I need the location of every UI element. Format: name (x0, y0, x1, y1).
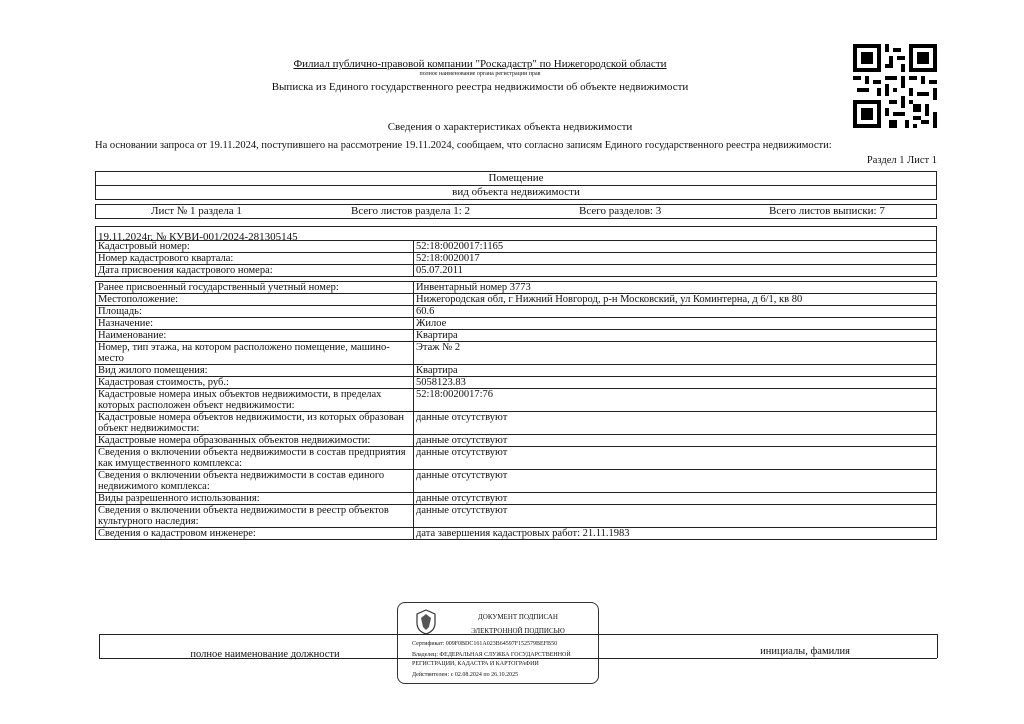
footer-vline-right (937, 634, 938, 658)
organization-name: Филиал публично-правовой компании "Роскадастр" по Нижегородской области (293, 58, 667, 70)
field-value: 05.07.2011 (414, 265, 937, 277)
footer-vline-left (99, 634, 100, 658)
field-label: Номер, тип этажа, на котором расположено помещение, машино-место (96, 342, 414, 365)
table-row (96, 493, 937, 505)
table-row (96, 505, 937, 528)
field-label: Назначение: (96, 318, 414, 330)
field-label: Кадастровый номер: (96, 241, 414, 253)
field-value: дата завершения кадастровых работ: 21.11.1983 (414, 528, 937, 540)
registration-number (95, 226, 937, 243)
object-type-caption: вид объекта недвижимости (95, 185, 937, 200)
field-value: Этаж № 2 (414, 342, 937, 365)
emblem-icon (415, 609, 437, 635)
field-label: Номер кадастрового квартала: (96, 253, 414, 265)
total-sections: Всего разделов: 3 (579, 205, 662, 217)
table-row (96, 412, 937, 435)
stamp-subtitle: ЭЛЕКТРОННОЙ ПОДПИСЬЮ (471, 627, 565, 635)
table-row (96, 306, 937, 318)
field-value: данные отсутствуют (414, 412, 937, 435)
request-intro: На основании запроса от 19.11.2024, поступившего на рассмотрение 19.11.2024, сообщаем, что согласно записям Единого государственного реестра недвижимости: (95, 140, 832, 151)
table-row (96, 447, 937, 470)
table-row (96, 389, 937, 412)
digital-signature-stamp (397, 602, 599, 684)
document-subtitle: Сведения о характеристиках объекта недвижимости (387, 121, 633, 133)
field-label: Дата присвоения кадастрового номера: (96, 265, 414, 277)
field-value: Квартира (414, 365, 937, 377)
table-row (96, 435, 937, 447)
field-label: Виды разрешенного использования: (96, 493, 414, 505)
stamp-owner: Владелец: ФЕДЕРАЛЬНАЯ СЛУЖБА ГОСУДАРСТВЕННОЙ РЕГИСТРАЦИИ, КАДАСТРА И КАРТОГРАФИИ (412, 652, 571, 667)
field-label: Сведения о включении объекта недвижимости в состав предприятия как имущественного комплекса: (96, 447, 414, 470)
field-label: Сведения о кадастровом инженере: (96, 528, 414, 540)
object-type: Помещение (95, 171, 937, 186)
field-value: Нижегородская обл, г Нижний Новгород, р-н Московский, ул Коминтерна, д 6/1, кв 80 (414, 294, 937, 306)
field-label: Сведения о включении объекта недвижимости в состав единого недвижимого комплекса: (96, 470, 414, 493)
table-row (96, 265, 937, 277)
table-row (96, 253, 937, 265)
field-value: данные отсутствуют (414, 493, 937, 505)
organization-caption: полное наименование органа регистрации прав (419, 71, 541, 77)
sheet-number: Лист № 1 раздела 1 (151, 205, 242, 217)
field-label: Наименование: (96, 330, 414, 342)
name-caption: инициалы, фамилия (760, 646, 850, 657)
field-value: 5058123.83 (414, 377, 937, 389)
footer-line (99, 634, 937, 635)
table-row (96, 342, 937, 365)
position-caption: полное наименование должности (190, 649, 340, 660)
total-sheets-extract: Всего листов выписки: 7 (769, 205, 885, 217)
field-value: Инвентарный номер 3773 (414, 282, 937, 294)
field-label: Вид жилого помещения: (96, 365, 414, 377)
field-value: Квартира (414, 330, 937, 342)
registration-number-text: 19.11.2024г. № КУВИ-001/2024-281305145 (98, 231, 298, 243)
table-row (96, 282, 937, 294)
field-value: данные отсутствуют (414, 505, 937, 528)
qr-code-icon (853, 44, 937, 128)
table-row (96, 294, 937, 306)
table-row (96, 365, 937, 377)
sheets-row (95, 204, 937, 219)
field-value: данные отсутствуют (414, 470, 937, 493)
document-title: Выписка из Единого государственного реестра недвижимости об объекте недвижимости (271, 81, 689, 93)
stamp-certificate: Сертификат: 009F0BDC161A023B64597F152579BEFB50 (412, 641, 558, 647)
table-row (96, 528, 937, 540)
property-details-table (95, 240, 937, 540)
total-sheets-section: Всего листов раздела 1: 2 (351, 205, 471, 217)
table-row (96, 318, 937, 330)
section-sheet-label: Раздел 1 Лист 1 (866, 155, 937, 166)
field-value: 52:18:0020017:76 (414, 389, 937, 412)
field-value: данные отсутствуют (414, 435, 937, 447)
field-label: Площадь: (96, 306, 414, 318)
field-label: Ранее присвоенный государственный учетный номер: (96, 282, 414, 294)
field-value: 52:18:0020017:1165 (414, 241, 937, 253)
field-label: Кадастровые номера иных объектов недвижимости, в пределах которых расположен объект недвижимости: (96, 389, 414, 412)
field-label: Сведения о включении объекта недвижимости в реестр объектов культурного наследия: (96, 505, 414, 528)
table-row (96, 377, 937, 389)
field-value: 60.6 (414, 306, 937, 318)
stamp-validity: Действителен: с 02.08.2024 по 26.10.2025 (412, 672, 519, 678)
table-row (96, 470, 937, 493)
field-label: Кадастровые номера образованных объектов недвижимости: (96, 435, 414, 447)
field-value: Жилое (414, 318, 937, 330)
field-value: данные отсутствуют (414, 447, 937, 470)
field-label: Кадастровая стоимость, руб.: (96, 377, 414, 389)
stamp-title: ДОКУМЕНТ ПОДПИСАН (478, 613, 558, 621)
field-value: 52:18:0020017 (414, 253, 937, 265)
field-label: Кадастровые номера объектов недвижимости, из которых образован объект недвижимости: (96, 412, 414, 435)
table-row (96, 241, 937, 253)
table-row (96, 330, 937, 342)
field-label: Местоположение: (96, 294, 414, 306)
